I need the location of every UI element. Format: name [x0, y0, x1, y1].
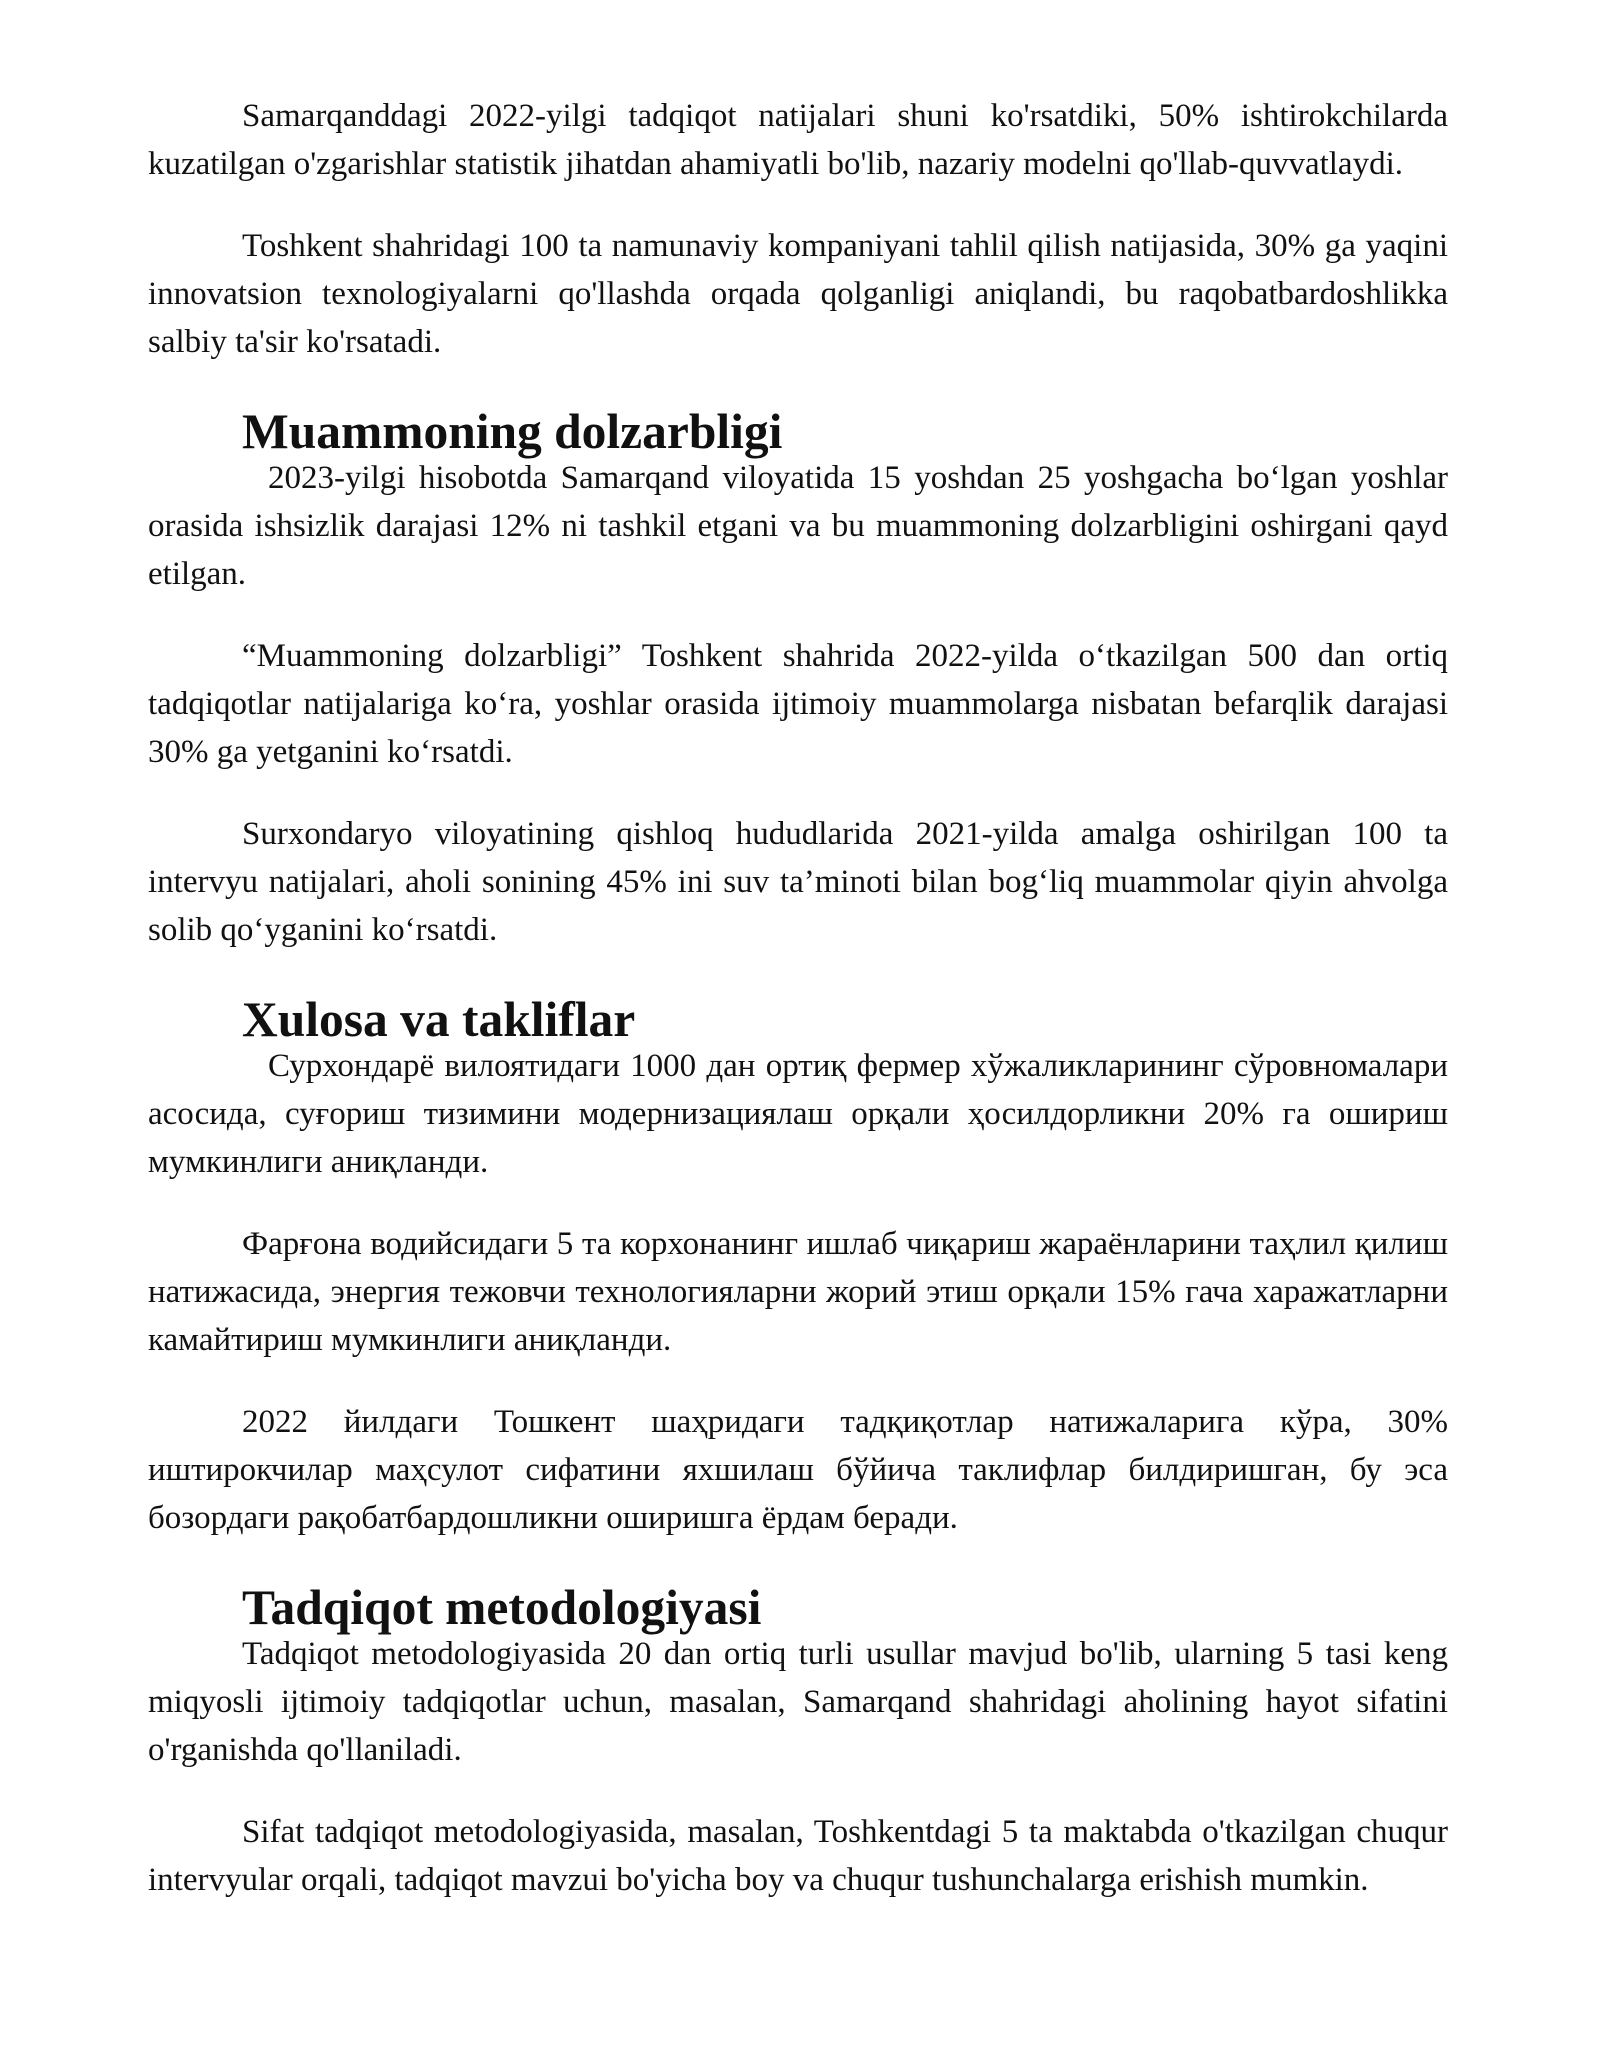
section-heading-methodology: Tadqiqot metodologiyasi	[242, 1580, 762, 1635]
paragraph: “Muammoning dolzarbligi” Toshkent shahrida 2022-yilda o‘tkazilgan 500 dan ortiq tadqiqotlar natijalariga ko‘ra, yoshlar orasida ijtimoiy muammolarga nisbatan befarqlik darajasi 30% ga yetganini ko‘rsatdi.	[148, 638, 1448, 770]
document-page	[148, 92, 1448, 1938]
paragraph: Surxondaryo viloyatining qishloq hududlarida 2021-yilda amalga oshirilgan 100 ta intervyu natijalari, aholi sonining 45% ini suv ta’minoti bilan bog‘liq muammolar qiyin ahvolga solib qo‘yganini ko‘rsatdi.	[148, 816, 1448, 948]
paragraph: Toshkent shahridagi 100 ta namunaviy kompaniyani tahlil qilish natijasida, 30% ga yaqini innovatsion texnologiyalarni qo'llashda orqada qolganligi aniqlandi, bu raqobatbardoshlikka salbiy ta'sir ko'rsatadi.	[148, 228, 1448, 360]
paragraph: 2022 йилдаги Тошкент шаҳридаги тадқиқотлар натижаларига кўра, 30% иштирокчилар маҳсулот сифатини яхшилаш бўйича таклифлар билдиришган, бу эса бозордаги рақобатбардошликни оширишга ёрдам беради.	[148, 1404, 1448, 1536]
paragraph: Sifat tadqiqot metodologiyasida, masalan, Toshkentdagi 5 ta maktabda o'tkazilgan chuqur intervyular orqali, tadqiqot mavzui bo'yicha boy va chuqur tushunchalarga erishish mumkin.	[148, 1814, 1448, 1898]
paragraph: 2023-yilgi hisobotda Samarqand viloyatida 15 yoshdan 25 yoshgacha bo‘lgan yoshlar orasida ishsizlik darajasi 12% ni tashkil etgani va bu muammoning dolzarbligini oshirgani qayd etilgan.	[148, 460, 1448, 592]
paragraph: Фарғона водийсидаги 5 та корхонанинг ишлаб чиқариш жараёнларини таҳлил қилиш натижасида, энергия тежовчи технологияларни жорий этиш орқали 15% гача харажатларни камайтириш мумкинлиги аниқланди.	[148, 1226, 1448, 1358]
section-heading-relevance: Muammoning dolzarbligi	[242, 404, 783, 459]
paragraph: Tadqiqot metodologiyasida 20 dan ortiq turli usullar mavjud bo'lib, ularning 5 tasi keng miqyosli ijtimoiy tadqiqotlar uchun, masalan, Samarqand shahridagi aholining hayot sifatini o'rganishda qo'llaniladi.	[148, 1636, 1448, 1768]
section-heading-conclusions: Xulosa va takliflar	[242, 992, 636, 1047]
paragraph: Samarqanddagi 2022-yilgi tadqiqot natijalari shuni ko'rsatdiki, 50% ishtirokchilarda kuzatilgan o'zgarishlar statistik jihatdan ahamiyatli bo'lib, nazariy modelni qo'llab-quvvatlaydi.	[148, 98, 1448, 182]
paragraph: Сурхондарё вилоятидаги 1000 дан ортиқ фермер хўжаликларининг сўровномалари асосида, суғориш тизимини модернизациялаш орқали ҳосилдорликни 20% га ошириш мумкинлиги аниқланди.	[148, 1048, 1448, 1180]
